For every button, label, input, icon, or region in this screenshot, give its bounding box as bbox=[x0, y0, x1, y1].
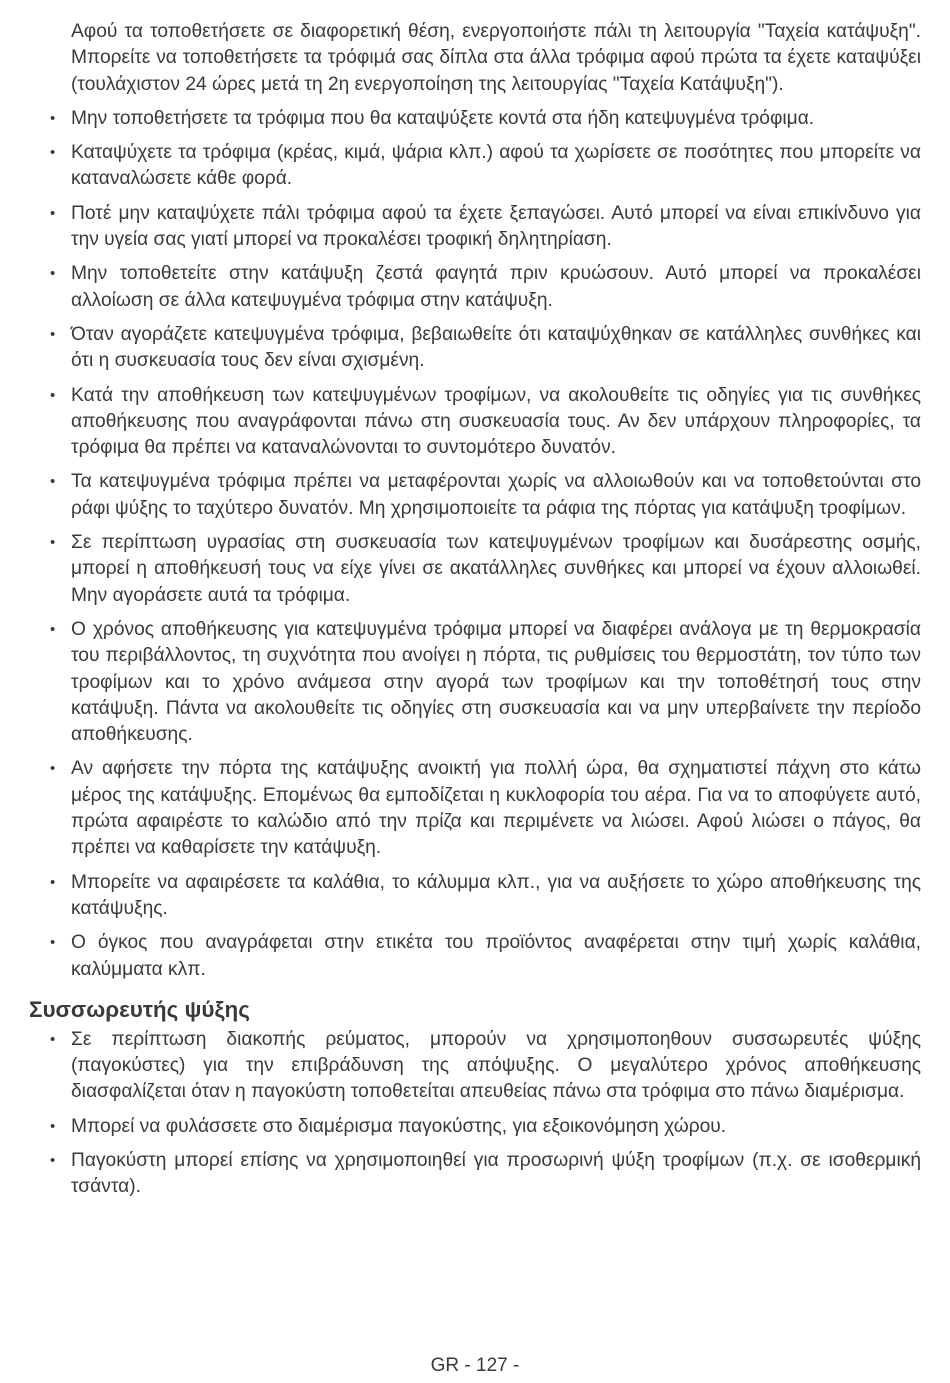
list-item-text: Μην τοποθετείτε στην κατάψυξη ζεστά φαγητά πριν κρυώσουν. Αυτό μπορεί να προκαλέσει αλλοίωση σε άλλα κατεψυγμένα τρόφιμα στην κατάψυξη. bbox=[71, 263, 921, 311]
list-item bbox=[50, 617, 921, 748]
list-item-text: Τα κατεψυγμένα τρόφιμα πρέπει να μεταφέρονται χωρίς να αλλοιωθούν και να τοποθετούνται στο ράφι ψύξης το ταχύτερο δυνατόν. Μη χρησιμοποιείτε τα ράφια της πόρτας για κατάψυξη τροφίμων. bbox=[71, 471, 921, 519]
bullet-icon: • bbox=[50, 1151, 56, 1169]
freezing-tips-list bbox=[0, 106, 950, 983]
list-item bbox=[50, 201, 921, 254]
list-item-text: Μην τοποθετήσετε τα τρόφιμα που θα καταψύξετε κοντά στα ήδη κατεψυγμένα τρόφιμα. bbox=[71, 107, 815, 129]
list-item bbox=[50, 1027, 921, 1106]
bullet-icon: • bbox=[50, 265, 56, 283]
list-item-text: Αν αφήσετε την πόρτα της κατάψυξης ανοικτή για πολλή ώρα, θα σχηματιστεί πάχνη στο κάτω μέρος της κατάψυξης. Επομένως θα εμποδίζεται η κυκλοφορία του αέρα. Για να το αποφύγετε αυτό, πρώτα αφαιρέστε το καλώδιο από την πρίζα και περιμένετε να λιώσει. Αφού λιώσει ο πάγος, θα πρέπει να καθαρίσετε την κατάψυξη. bbox=[71, 758, 921, 859]
list-item-text: Καταψύχετε τα τρόφιμα (κρέας, κιμά, ψάρια κλπ.) αφού τα χωρίσετε σε ποσότητες που μπορείτε να καταναλώσετε κάθε φορά. bbox=[71, 142, 921, 190]
list-item bbox=[50, 261, 921, 314]
bullet-icon: • bbox=[50, 325, 56, 343]
bullet-icon: • bbox=[50, 109, 56, 127]
page-content bbox=[0, 19, 950, 1201]
list-item-text: Μπορεί να φυλάσσετε στο διαμέρισμα παγοκύστης, για εξοικονόμηση χώρου. bbox=[71, 1115, 727, 1137]
bullet-icon: • bbox=[50, 1030, 56, 1048]
section-heading: Συσσωρευτής ψύξης bbox=[29, 996, 250, 1022]
list-item-text: Σε περίπτωση διακοπής ρεύματος, μπορούν να χρησιμοποηθουν συσσωρευτές ψύξης (παγοκύστες) για την επιβράδυνση της απόψυξης. Ο μεγαλύτερο χρόνος αποθήκευσης διασφαλίζεται όταν η παγοκύστη τοποθετείται απευθείας πάνω στα τρόφιμα στο πάνω διαμέρισμα. bbox=[71, 1028, 921, 1103]
bullet-icon: • bbox=[50, 760, 56, 778]
list-item-text: Ο όγκος που αναγράφεται στην ετικέτα του προϊόντος αναφέρεται στην τιμή χωρίς καλάθια, καλύμματα κλπ. bbox=[71, 932, 921, 980]
list-item bbox=[50, 930, 921, 983]
list-item bbox=[50, 383, 921, 462]
list-item bbox=[50, 140, 921, 193]
bullet-icon: • bbox=[50, 534, 56, 552]
bullet-icon: • bbox=[50, 620, 56, 638]
list-item-text: Ο χρόνος αποθήκευσης για κατεψυγμένα τρόφιμα μπορεί να διαφέρει ανάλογα με τη θερμοκρασία του περιβάλλοντος, τη συχνότητα που ανοίγει η πόρτα, τις ρυθμίσεις του θερμοστάτη, τον τύπο των τροφίμων και το χρόνο ανάμεσα στην αγορά των τροφίμων και την τοποθέτησή τους στην κατάψυξη. Πάντα να ακολουθείτε τις οδηγίες στη συσκευασία και να μην υπερβαίνετε την περίοδο αποθήκευσης. bbox=[71, 618, 921, 746]
bullet-icon: • bbox=[50, 934, 56, 952]
list-item bbox=[50, 870, 921, 923]
list-item-text: Ποτέ μην καταψύχετε πάλι τρόφιμα αφού τα έχετε ξεπαγώσει. Αυτό μπορεί να είναι επικίνδυνο για την υγεία σας γιατί μπορεί να προκαλέσει τροφική δηλητηρίαση. bbox=[71, 202, 921, 251]
list-item-text: Κατά την αποθήκευση των κατεψυγμένων τροφίμων, να ακολουθείτε τις οδηγίες για τις συνθήκες αποθήκευσης που αναγράφονται πάνω στη συσκευασία τους. Αν δεν υπάρχουν πληροφορίες, τα τρόφιμα θα πρέπει να καταναλώνονται το συντομότερο δυνατόν. bbox=[71, 384, 921, 459]
list-item bbox=[50, 1148, 921, 1201]
list-item-text: Όταν αγοράζετε κατεψυγμένα τρόφιμα, βεβαιωθείτε ότι καταψύχθηκαν σε κατάλληλες συνθήκες και ότι η συσκευασία τους δεν είναι σχισμένη. bbox=[71, 323, 921, 372]
bullet-icon: • bbox=[50, 144, 56, 162]
bullet-icon: • bbox=[50, 386, 56, 404]
list-item bbox=[50, 530, 921, 609]
list-item-text: Παγοκύστη μπορεί επίσης να χρησιμοποιηθεί για προσωρινή ψύξη τροφίμων (π.χ. σε ισοθερμική τσάντα). bbox=[71, 1149, 921, 1198]
cold-accumulator-list bbox=[0, 1027, 950, 1201]
intro-paragraph: Αφού τα τοποθετήσετε σε διαφορετική θέση, ενεργοποιήστε πάλι τη λειτουργία "Ταχεία κατάψυξη". Μπορείτε να τοποθετήσετε τα τρόφιμά σας δίπλα στα άλλα τρόφιμα αφού πρώτα τα έχετε καταψύξει (τουλάχιστον 24 ώρες μετά τη 2η ενεργοποίηση της λειτουργίας "Ταχεία Κατάψυξη"). bbox=[71, 21, 921, 95]
bullet-icon: • bbox=[50, 1117, 56, 1135]
list-item bbox=[50, 106, 921, 132]
list-item bbox=[50, 756, 921, 861]
list-item-text: Σε περίπτωση υγρασίας στη συσκευασία των κατεψυγμένων τροφίμων και δυσάρεστης οσμής, μπορεί η αποθήκευσή τους να είχε γίνει σε ακατάλληλες συνθήκες και μπορεί να έχουν αλλοιωθεί. Μην αγοράσετε αυτά τα τρόφιμα. bbox=[71, 532, 921, 606]
bullet-icon: • bbox=[50, 473, 56, 491]
list-item bbox=[50, 469, 921, 522]
list-item bbox=[50, 1114, 921, 1140]
list-item-text: Μπορείτε να αφαιρέσετε τα καλάθια, το κάλυμμα κλπ., για να αυξήσετε το χώρο αποθήκευσης της κατάψυξης. bbox=[71, 871, 921, 919]
bullet-icon: • bbox=[50, 204, 56, 222]
page-number: GR - 127 - bbox=[430, 1355, 520, 1376]
list-item bbox=[50, 322, 921, 375]
bullet-icon: • bbox=[50, 873, 56, 891]
